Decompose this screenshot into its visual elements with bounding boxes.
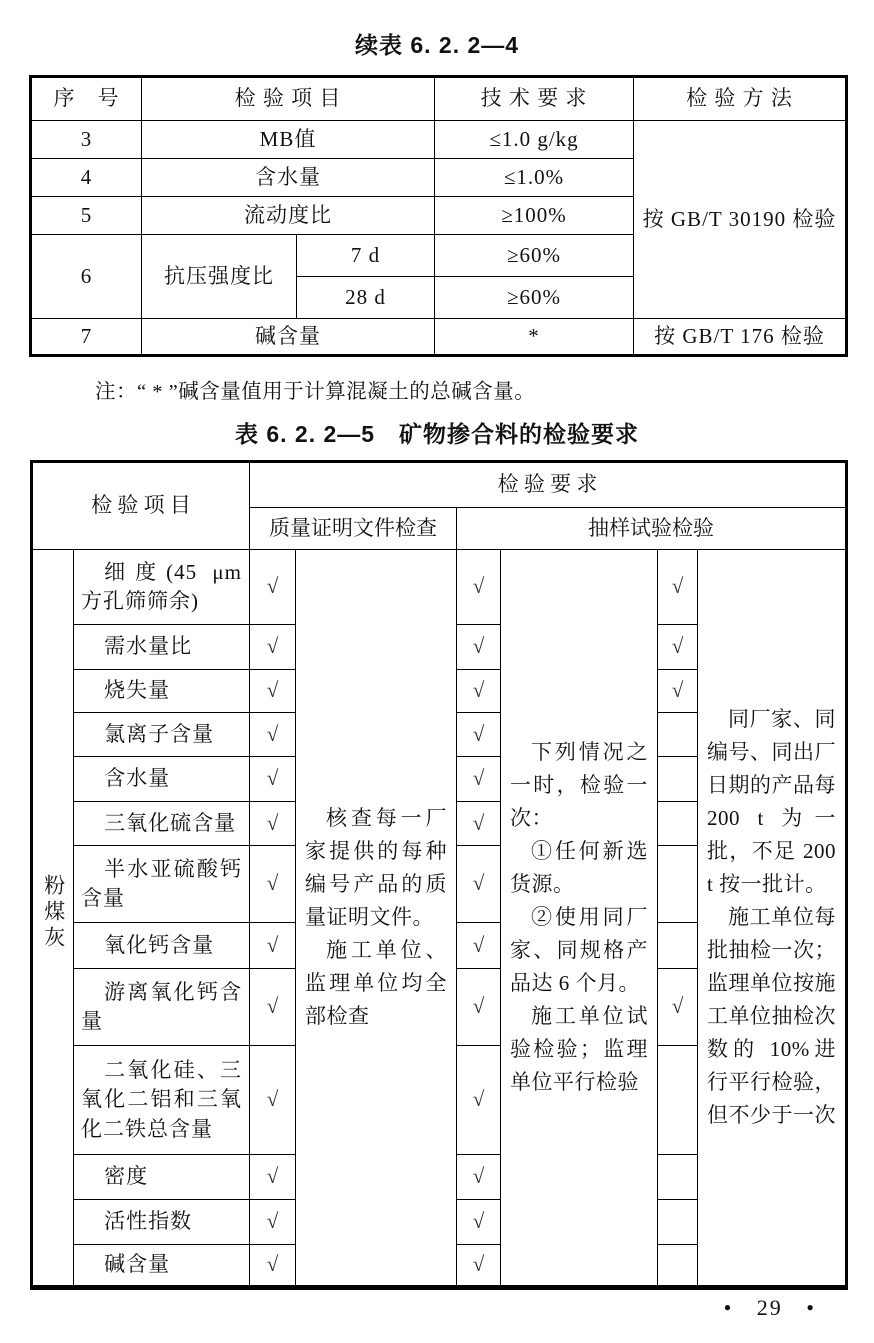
row-no: 6 — [31, 235, 142, 319]
sampling-check-cell-2: √ — [658, 670, 698, 713]
doc-check-cell: √ — [250, 846, 296, 923]
item-cell: 三氧化硫含量 — [74, 802, 250, 846]
sampling-check-cell-1: √ — [457, 1200, 501, 1245]
doc-check-cell: √ — [250, 1155, 296, 1200]
doc-check-cell: √ — [250, 625, 296, 670]
row-no: 3 — [31, 121, 142, 159]
row-item: MB值 — [142, 121, 435, 159]
doc-check-cell: √ — [250, 1200, 296, 1245]
sampling-check-cell-2 — [658, 757, 698, 802]
row-requirement: ≥60% — [435, 235, 634, 277]
sampling-check-cell-1: √ — [457, 713, 501, 757]
sampling-check-cell-2 — [658, 1155, 698, 1200]
item-cell: 碱含量 — [74, 1245, 250, 1288]
row-item: 含水量 — [142, 159, 435, 197]
row-no: 4 — [31, 159, 142, 197]
sampling-condition-paragraph: 下列情况之一时，检验一次： — [510, 740, 648, 831]
sampling-check-cell-1: √ — [457, 1046, 501, 1155]
doc-check-text — [296, 550, 457, 1288]
item-cell: 烧失量 — [74, 670, 250, 713]
sampling-check-cell-1: √ — [457, 923, 501, 969]
table-6-2-2-5 — [30, 460, 848, 1290]
sampling-check-cell-1: √ — [457, 1245, 501, 1288]
sampling-check-cell-2 — [658, 713, 698, 757]
doc-check-cell: √ — [250, 802, 296, 846]
sampling-check-cell-1: √ — [457, 969, 501, 1046]
row-method-group: 按 GB/T 30190 检验 — [634, 121, 847, 319]
sampling-check-cell-1: √ — [457, 1155, 501, 1200]
page-number: • 29 • — [723, 1295, 816, 1320]
sampling-batch-paragraph: 同厂家、同编号、同出厂日期的产品每 200 t 为一批，不足 200 t 按一批计。 — [707, 707, 836, 897]
sampling-check-cell-2 — [658, 923, 698, 969]
item-cell: 密度 — [74, 1155, 250, 1200]
doc-check-cell: √ — [250, 1245, 296, 1288]
doc-check-cell: √ — [250, 757, 296, 802]
sampling-check-cell-2: √ — [658, 550, 698, 625]
sampling-check-cell-1: √ — [457, 802, 501, 846]
row-requirement: * — [435, 319, 634, 356]
row-requirement: ≥60% — [435, 277, 634, 319]
row-item: 碱含量 — [142, 319, 435, 356]
header-item: 检 验 项 目 — [142, 77, 435, 121]
row-sub-age: 7 d — [297, 235, 435, 277]
material-label: 粉煤灰 — [41, 874, 66, 953]
sampling-check-cell-1: √ — [457, 757, 501, 802]
doc-check-cell: √ — [250, 923, 296, 969]
table-continued-6-2-2-4 — [29, 75, 848, 357]
header-method: 检 验 方 法 — [634, 77, 847, 121]
doc-check-cell: √ — [250, 670, 296, 713]
doc-check-cell: √ — [250, 550, 296, 625]
row-sub-age: 28 d — [297, 277, 435, 319]
header-requirement: 技 术 要 求 — [435, 77, 634, 121]
item-cell: 氯离子含量 — [74, 713, 250, 757]
item-cell: 氧化钙含量 — [74, 923, 250, 969]
item-cell: 需水量比 — [74, 625, 250, 670]
sampling-condition-text — [501, 550, 658, 1288]
item-cell: 半水亚硫酸钙含量 — [74, 846, 250, 923]
sampling-batch-text — [698, 550, 847, 1288]
table2-title: 表 6. 2. 2—5 矿物掺合料的检验要求 — [234, 421, 640, 447]
item-cell: 游离氧化钙含量 — [74, 969, 250, 1046]
table-row — [32, 550, 847, 625]
row-no: 5 — [31, 197, 142, 235]
sampling-check-cell-2: √ — [658, 969, 698, 1046]
header-doc-check: 质量证明文件检查 — [250, 508, 457, 550]
doc-check-cell: √ — [250, 1046, 296, 1155]
table1-title: 续表 6. 2. 2—4 — [354, 32, 520, 58]
sampling-condition-paragraph: 施工单位试验检验；监理单位平行检验 — [510, 1003, 648, 1094]
table1-footnote: 注：“ * ”碱含量值用于计算混凝土的总碱含量。 — [95, 381, 536, 403]
sampling-check-cell-2 — [658, 802, 698, 846]
table-row — [31, 319, 847, 356]
table-row — [31, 121, 847, 159]
row-item: 抗压强度比 — [142, 235, 297, 319]
sampling-condition-paragraph: ①任何新选货源。 — [510, 839, 648, 897]
item-cell: 二氧化硅、三氧化二铝和三氧化二铁总含量 — [74, 1046, 250, 1155]
row-method: 按 GB/T 176 检验 — [634, 319, 847, 356]
header-requirement: 检 验 要 求 — [250, 462, 847, 508]
sampling-check-cell-2 — [658, 1245, 698, 1288]
material-cell — [32, 550, 74, 1288]
table2-header-row-1 — [32, 462, 847, 508]
table1-header-row — [31, 77, 847, 121]
doc-check-paragraph: 施工单位、监理单位均全部检查 — [305, 937, 447, 1028]
sampling-check-cell-2 — [658, 1046, 698, 1155]
header-no: 序 号 — [31, 77, 142, 121]
row-item: 流动度比 — [142, 197, 435, 235]
row-requirement: ≤1.0% — [435, 159, 634, 197]
sampling-check-cell-2: √ — [658, 625, 698, 670]
doc-check-cell: √ — [250, 713, 296, 757]
row-no: 7 — [31, 319, 142, 356]
sampling-condition-paragraph: ②使用同厂家、同规格产品达 6 个月。 — [510, 905, 648, 995]
sampling-check-cell-2 — [658, 846, 698, 923]
item-cell: 含水量 — [74, 757, 250, 802]
doc-check-cell: √ — [250, 969, 296, 1046]
sampling-check-cell-1: √ — [457, 846, 501, 923]
sampling-check-cell-1: √ — [457, 625, 501, 670]
row-requirement: ≤1.0 g/kg — [435, 121, 634, 159]
header-item: 检 验 项 目 — [32, 462, 250, 550]
sampling-check-cell-1: √ — [457, 670, 501, 713]
sampling-check-cell-1: √ — [457, 550, 501, 625]
row-requirement: ≥100% — [435, 197, 634, 235]
item-cell: 活性指数 — [74, 1200, 250, 1245]
item-cell: 细度(45 μm 方孔筛筛余) — [74, 550, 250, 625]
doc-check-paragraph: 核查每一厂家提供的每种编号产品的质量证明文件。 — [305, 806, 447, 930]
sampling-batch-paragraph: 施工单位每批抽检一次；监理单位按施工单位抽检次数的 10%进行平行检验，但不少于一次 — [707, 905, 836, 1127]
header-sampling-check: 抽样试验检验 — [457, 508, 847, 550]
sampling-check-cell-2 — [658, 1200, 698, 1245]
